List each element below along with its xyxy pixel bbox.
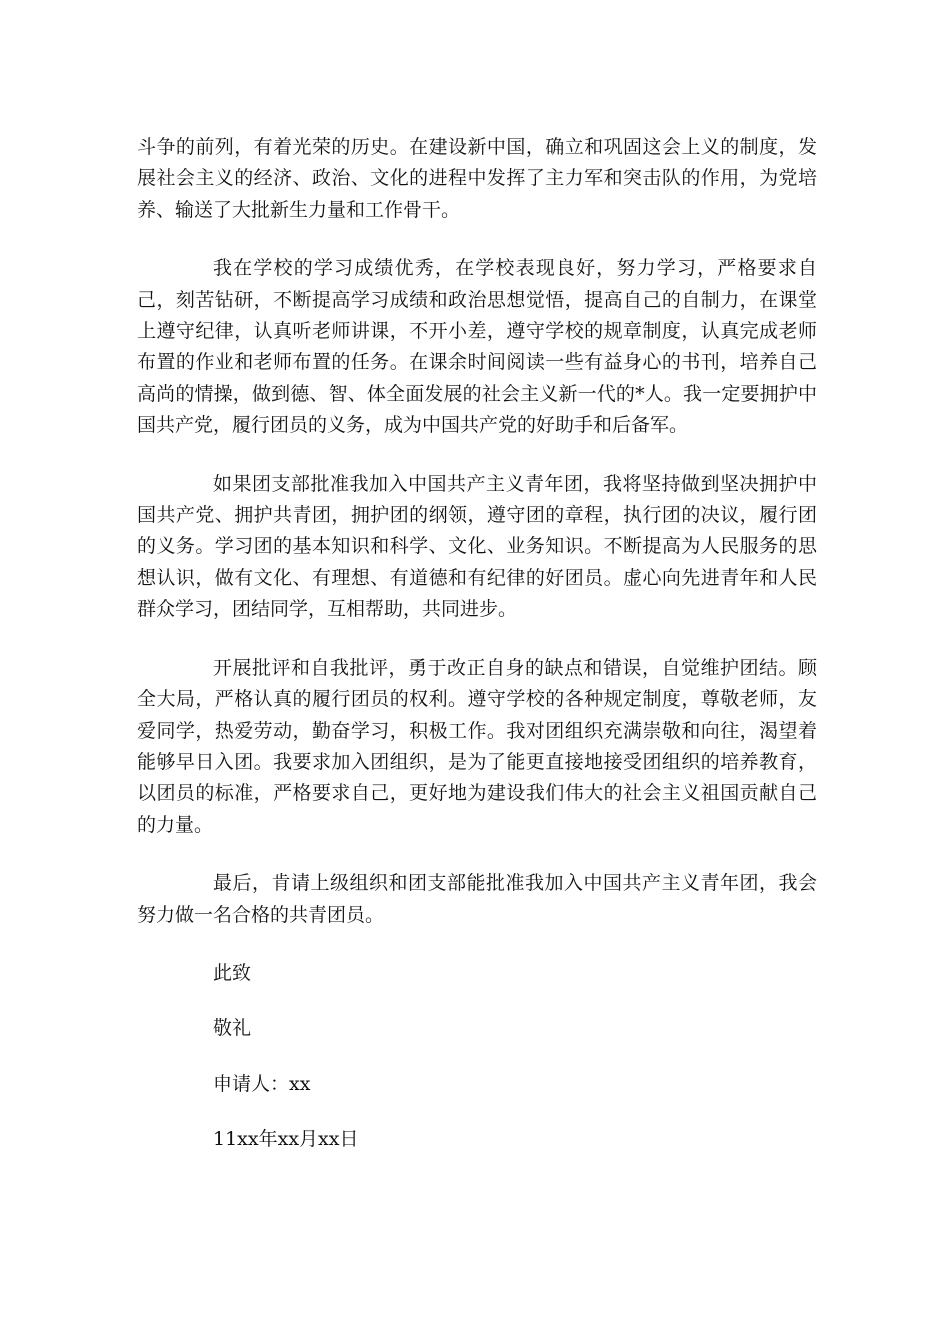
paragraph-self-criticism: 开展批评和自我批评，勇于改正自身的缺点和错误，自觉维护团结。顾全大局，严格认真的履行团员的权利。遵守学校的各种规定制度，尊敬老师，友爱同学，热爱劳动，勤奋学习，积极工作。我对团组织充满崇敬和向往，渴望着能够早日入团。我要求加入团组织，是为了能更直接地接受团组织的培养教育，以团员的标准，严格要求自己，更好地为建设我们伟大的社会主义祖国贡献自己的力量。 — [137, 656, 817, 836]
paragraph-continuation: 斗争的前列，有着光荣的历史。在建设新中国，确立和巩固这会上义的制度，发展社会主义的经济、政治、文化的进程中发挥了主力军和突击队的作用，为党培养、输送了大批新生力量和工作骨干。 — [137, 136, 817, 221]
paragraph-final-request: 最后，肯请上级组织和团支部能批准我加入中国共产主义青年团，我会努力做一名合格的共青团员。 — [137, 872, 817, 926]
applicant-signature: 申请人：xx — [213, 1072, 311, 1095]
closing-regards: 敬礼 — [213, 1017, 252, 1040]
paragraph-study-performance: 我在学校的学习成绩优秀，在学校表现良好，努力学习，严格要求自己，刻苦钻研，不断提高学习成绩和政治思想觉悟，提高自己的自制力，在课堂上遵守纪律，认真听老师讲课，不开小差，遵守学校的规章制度，认真完成老师布置的作业和老师布置的任务。在课余时间阅读一些有益身心的书刊，培养自己高尚的情操，做到德、智、体全面发展的社会主义新一代的*人。我一定要拥护中国共产党，履行团员的义务，成为中国共产党的好助手和后备军。 — [137, 257, 817, 437]
paragraph-commitment: 如果团支部批准我加入中国共产主义青年团，我将坚持做到坚决拥护中国共产党、拥护共青团，拥护团的纲领，遵守团的章程，执行团的决议，履行团的义务。学习团的基本知识和科学、文化、业务知识。不断提高为人民服务的思想认识，做有文化、有理想、有道德和有纪律的好团员。虚心向先进青年和人民群众学习，团结同学，互相帮助，共同进步。 — [137, 472, 817, 621]
letter-body — [137, 132, 817, 1180]
closing-salutation: 此致 — [213, 961, 252, 984]
letter-date: 11xx年xx月xx日 — [213, 1128, 359, 1151]
